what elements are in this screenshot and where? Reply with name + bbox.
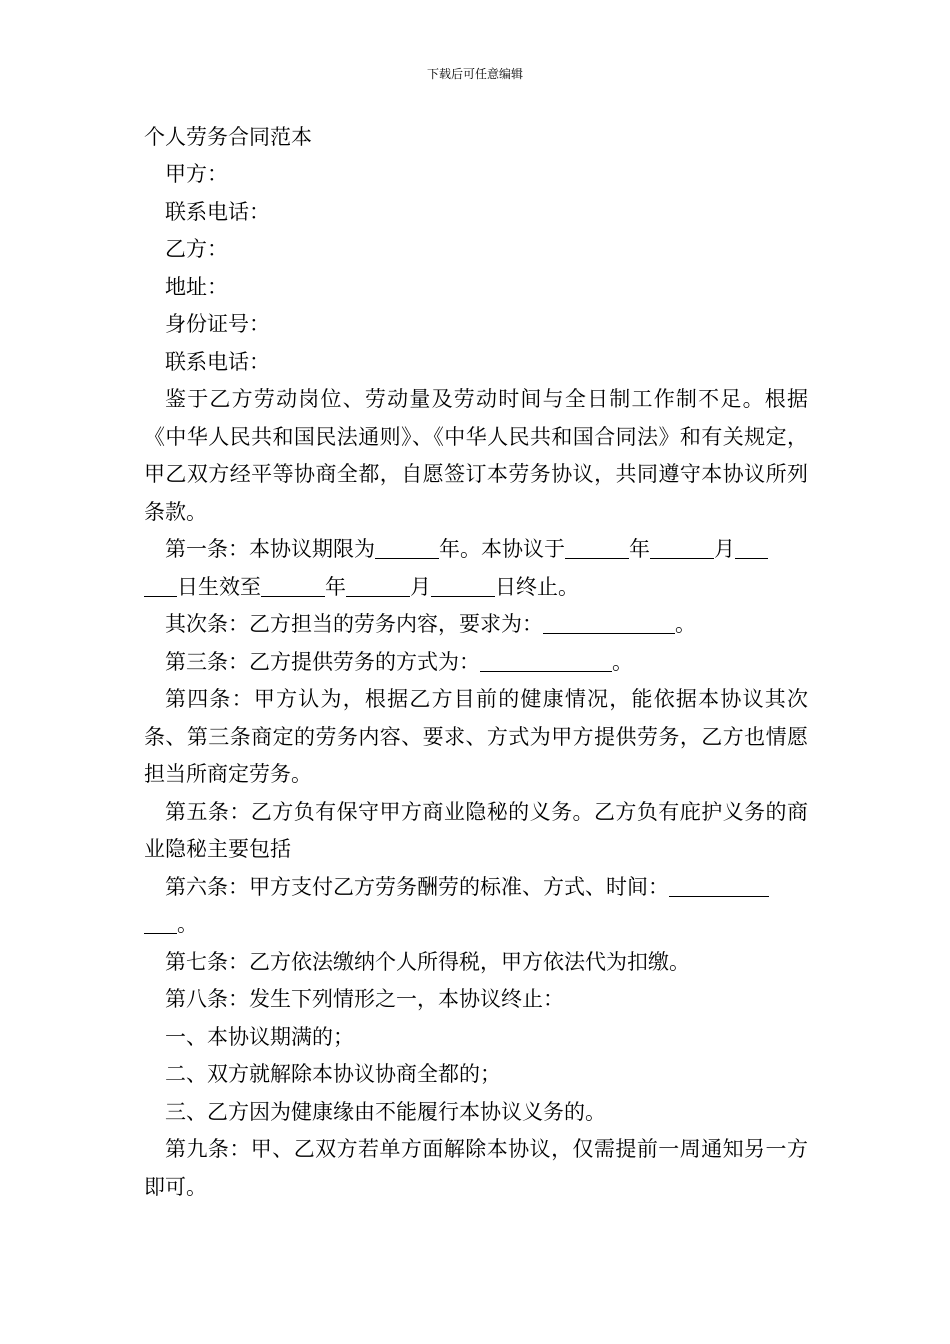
article-1-text: 年	[325, 574, 346, 599]
party-a-label: 甲方：	[165, 162, 228, 186]
article-8-item-1: 一、本协议期满的；	[165, 1024, 354, 1049]
article-1-text: 月	[714, 537, 735, 561]
document-title: 个人劳务合同范本	[144, 125, 312, 149]
party-b-address-label: 地址：	[165, 274, 228, 299]
blank-start-day-b	[144, 572, 177, 597]
article-1-text: 月	[410, 574, 431, 599]
blank-service-method	[480, 647, 612, 672]
party-b-phone-label: 联系电话：	[165, 349, 270, 374]
article-3	[144, 644, 808, 682]
article-7: 第七条：乙方依法缴纳个人所得税，甲方依法代为扣缴。	[165, 949, 690, 974]
article-1-text: 年	[629, 537, 650, 561]
article-1-text: 年。本协议于	[439, 537, 565, 561]
document-body	[144, 118, 808, 1206]
article-8-item-3: 三、乙方因为健康缘由不能履行本协议义务的。	[165, 1099, 606, 1124]
party-b-label: 乙方：	[165, 237, 228, 261]
article-2-text: 其次条：乙方担当的劳务内容，要求为：	[165, 612, 543, 636]
article-8: 第八条：发生下列情形之一，本协议终止：	[165, 987, 564, 1011]
blank-end-month	[346, 572, 410, 597]
article-1	[144, 531, 808, 606]
article-1-text: 日生效至	[177, 574, 261, 599]
article-6-text: 第六条：甲方支付乙方劳务酬劳的标准、方式、时间：	[165, 874, 669, 899]
article-1-text: 日终止。	[495, 574, 579, 599]
party-a-phone-label: 联系电话：	[165, 199, 270, 224]
header-note: 下载后可任意编辑	[426, 67, 523, 81]
blank-payment-a	[669, 872, 769, 897]
blank-end-year	[261, 572, 325, 597]
article-2-end: 。	[675, 612, 696, 636]
article-6-end: 。	[177, 912, 198, 936]
blank-service-content	[543, 609, 675, 634]
article-8-item-2: 二、双方就解除本协议协商全都的；	[165, 1062, 501, 1086]
article-1-text: 第一条：本协议期限为	[165, 537, 375, 561]
party-b-id-label: 身份证号：	[165, 312, 270, 336]
blank-term-years	[375, 534, 439, 559]
article-2	[144, 606, 808, 644]
blank-start-year	[565, 534, 629, 559]
article-3-text: 第三条：乙方提供劳务的方式为：	[165, 649, 480, 674]
article-5: 第五条：乙方负有保守甲方商业隐秘的义务。乙方负有庇护义务的商业隐秘主要包括	[144, 799, 808, 861]
blank-start-day-a	[735, 534, 768, 559]
article-9: 第九条：甲、乙双方若单方面解除本协议，仅需提前一周通知另一方即可。	[144, 1137, 808, 1199]
article-6	[144, 869, 808, 944]
preamble: 鉴于乙方劳动岗位、劳动量及劳动时间与全日制工作制不足。根据《中华人民共和国民法通则》、《中华人民共和国合同法》和有关规定，甲乙双方经平等协商全都，自愿签订本劳务协议，共同遵守本协议所列条款。	[144, 387, 808, 524]
article-3-end: 。	[612, 649, 633, 674]
article-4: 第四条：甲方认为，根据乙方目前的健康情况，能依据本协议其次条、第三条商定的劳务内容、要求、方式为甲方提供劳务，乙方也情愿担当所商定劳务。	[144, 687, 808, 786]
blank-payment-b	[144, 909, 177, 934]
blank-end-day	[431, 572, 495, 597]
blank-start-month	[650, 534, 714, 559]
